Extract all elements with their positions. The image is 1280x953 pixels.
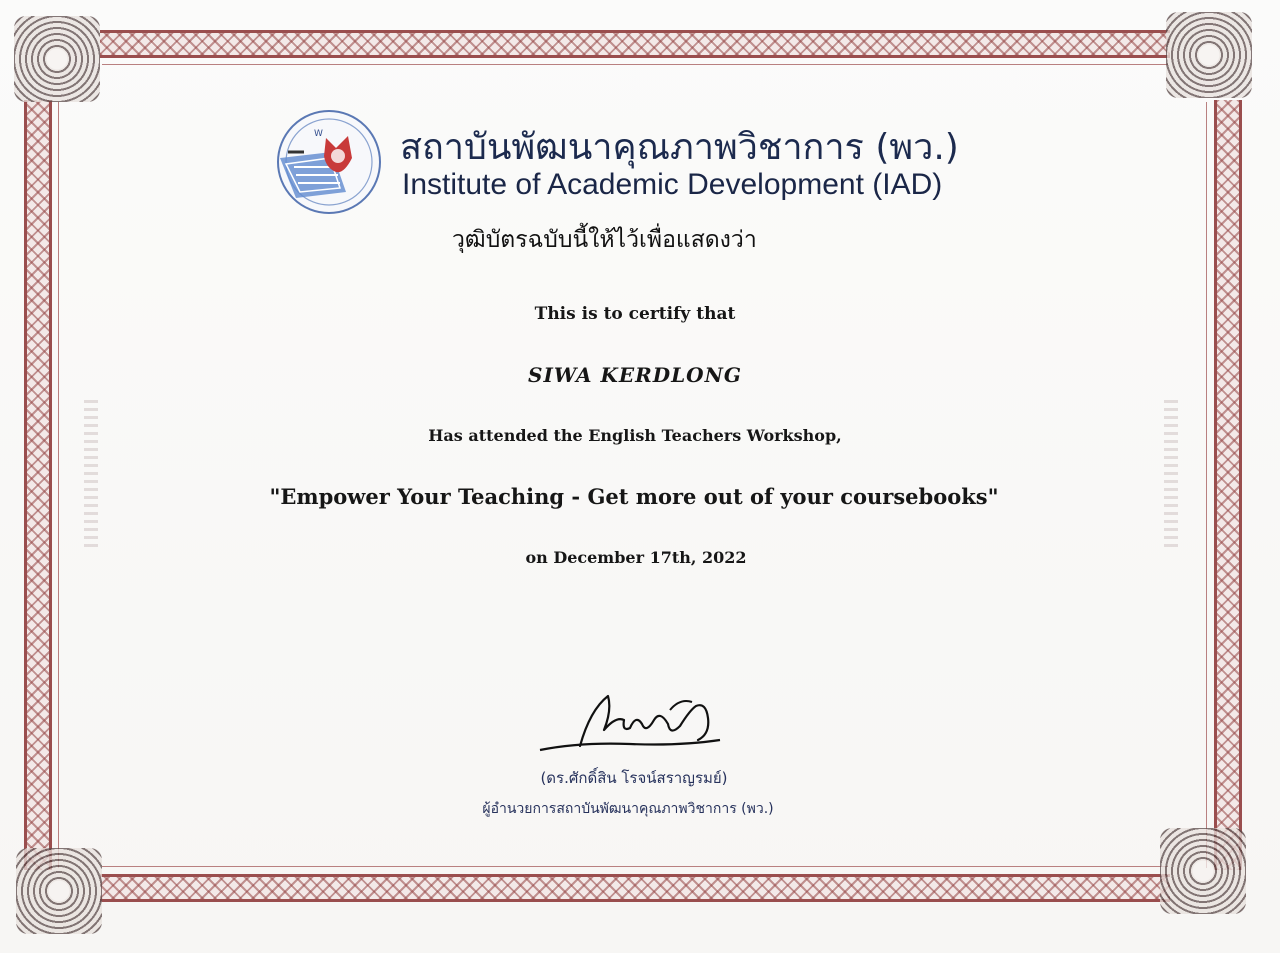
attended-line: Has attended the English Teachers Workshop,	[428, 426, 842, 445]
inner-rule-top	[102, 64, 1168, 65]
certify-line: This is to certify that	[534, 304, 736, 324]
corner-ornament-top-left	[14, 16, 100, 102]
signature-icon	[520, 680, 750, 765]
date-line: on December 17th, 2022	[525, 548, 747, 567]
side-ornament-left	[84, 400, 98, 550]
corner-ornament-bottom-left	[16, 848, 102, 934]
border-top	[100, 30, 1170, 58]
svg-text:W: W	[314, 129, 323, 139]
corner-ornament-top-right	[1166, 12, 1252, 98]
workshop-title: "Empower Your Teaching - Get more out of your coursebooks"	[269, 484, 999, 509]
corner-ornament-bottom-right	[1160, 828, 1246, 914]
signatory-name: (ดร.ศักดิ์สิน โรจน์สราญรมย์)	[540, 769, 728, 787]
border-bottom	[100, 874, 1170, 902]
certificate-intro-thai: วุฒิบัตรฉบับนี้ให้ไว้เพื่อแสดงว่า	[452, 227, 757, 253]
side-ornament-right	[1164, 400, 1178, 550]
signatory-title: ผู้อำนวยการสถาบันพัฒนาคุณภาพวิชาการ (พว.)	[482, 801, 774, 817]
recipient-name: SIWA KERDLONG	[528, 363, 742, 387]
institute-name-thai: สถาบันพัฒนาคุณภาพวิชาการ (พว.)	[400, 127, 959, 168]
iad-emblem-logo-icon	[274, 108, 384, 216]
institute-name-english: Institute of Academic Development (IAD)	[402, 168, 943, 201]
inner-rule-bottom	[102, 866, 1168, 867]
